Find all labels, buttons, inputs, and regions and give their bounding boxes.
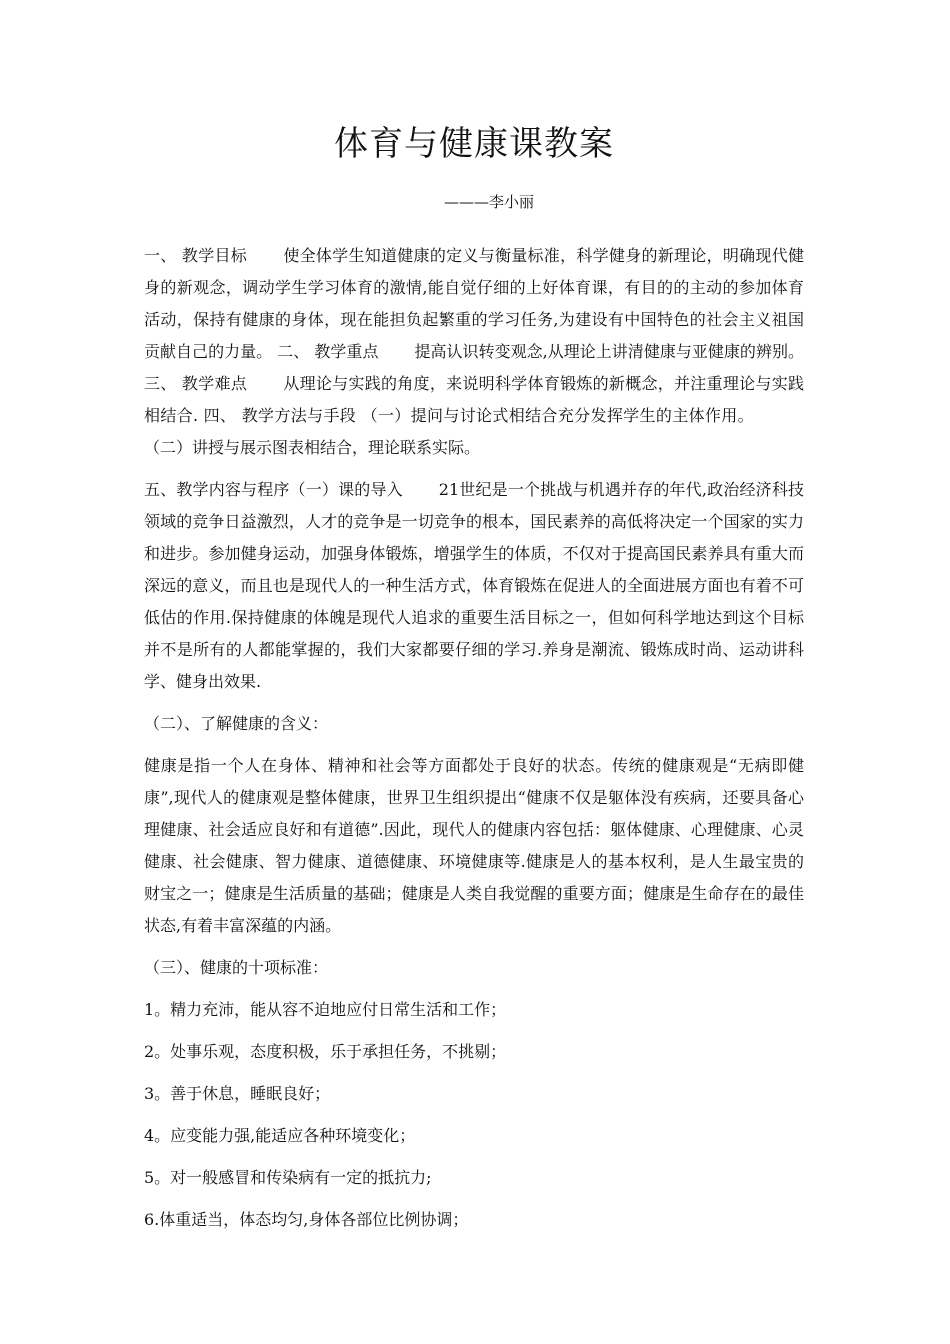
document-title: 体育与健康课教案 (334, 124, 614, 164)
part2-heading: （二）、了解健康的含义： (144, 714, 329, 733)
section4-item1: （一）提问与讨论式相结合充分发挥学生的主体作用。 (361, 406, 754, 425)
section1-heading: 一、 教学目标 (144, 246, 248, 265)
standard-item: 3。善于休息，睡眠良好； (144, 1084, 331, 1103)
part3-heading: （三）、健康的十项标准： (144, 958, 329, 977)
part2-text: 健康是指一个人在身体、精神和社会等方面都处于良好的状态。传统的健康观是“无病即健康”,现代人的健康观是整体健康，世界卫生组织提出“健康不仅是躯体没有疾病，还要具备心理健康、社会适应良好和有道德”.因此，现代人的健康内容包括：躯体健康、心理健康、心灵健康、社会健康、智力健康、道德健康、环境健康等.健康是人的基本权利，是人生最宝贵的财宝之一；健康是生活质量的基础；健康是人类自我觉醒的重要方面；健康是生命存在的最佳状态,有着丰富深蕴的内涵。 (144, 756, 804, 935)
section5-heading: 五、教学内容与程序（一）课的导入 (144, 480, 403, 499)
standard-item: 4。应变能力强,能适应各种环境变化； (144, 1126, 416, 1145)
standard-item: 6.体重适当，体态均匀,身体各部位比例协调； (144, 1210, 469, 1229)
standard-item: 5。对一般感冒和传染病有一定的抵抗力; (144, 1168, 432, 1187)
section3-heading: 三、 教学难点 (144, 374, 248, 393)
section1-text: 使全体学生知道健康的定义与衡量标准，科学健身的新理论，明确现代健身的新观念，调动学生学习体育的激情,能自觉仔细的上好体育课，有目的的主动的参加体育活动，保持有健康的身体，现在能担负起繁重的学习任务,为建设有中国特色的社会主义祖国贡献自己的力量。 (144, 246, 804, 361)
standard-item: 2。处事乐观，态度积极，乐于承担任务，不挑剔； (144, 1042, 507, 1061)
section4-item2: （二）讲授与展示图表相结合，理论联系实际。 (144, 438, 481, 457)
sections-1-4-paragraph (144, 240, 804, 464)
section5-intro: 21世纪是一个挑战与机遇并存的年代,政治经济科技领域的竞争日益激烈，人才的竞争是一切竞争的根本，国民素养的高低将决定一个国家的实力和进步。参加健身运动，加强身体锻炼，增强学生的体质，不仅对于提高国民素养具有重大而深远的意义，而且也是现代人的一种生活方式，体育锻炼在促进人的全面进展方面也有着不可低估的作用.保持健康的体魄是现代人追求的重要生活目标之一，但如何科学地达到这个目标并不是所有的人都能掌握的，我们大家都要仔细的学习.养身是潮流、锻炼成时尚、运动讲科学、健身出效果. (144, 480, 804, 691)
section5-paragraph (144, 474, 804, 698)
author-line: ———李小丽 (443, 193, 534, 211)
standard-item: 1。精力充沛，能从容不迫地应付日常生活和工作； (144, 1000, 507, 1019)
section3-text: 从理论与实践的角度，来说明科学体育锻炼的新概念，并注重理论与实践相结合. (144, 374, 804, 425)
section2-text: 提高认识转变观念,从理论上讲清健康与亚健康的辨别。 (414, 342, 804, 361)
section4-heading: 四、 教学方法与手段 (203, 406, 357, 425)
section2-heading: 二、 教学重点 (277, 342, 379, 361)
